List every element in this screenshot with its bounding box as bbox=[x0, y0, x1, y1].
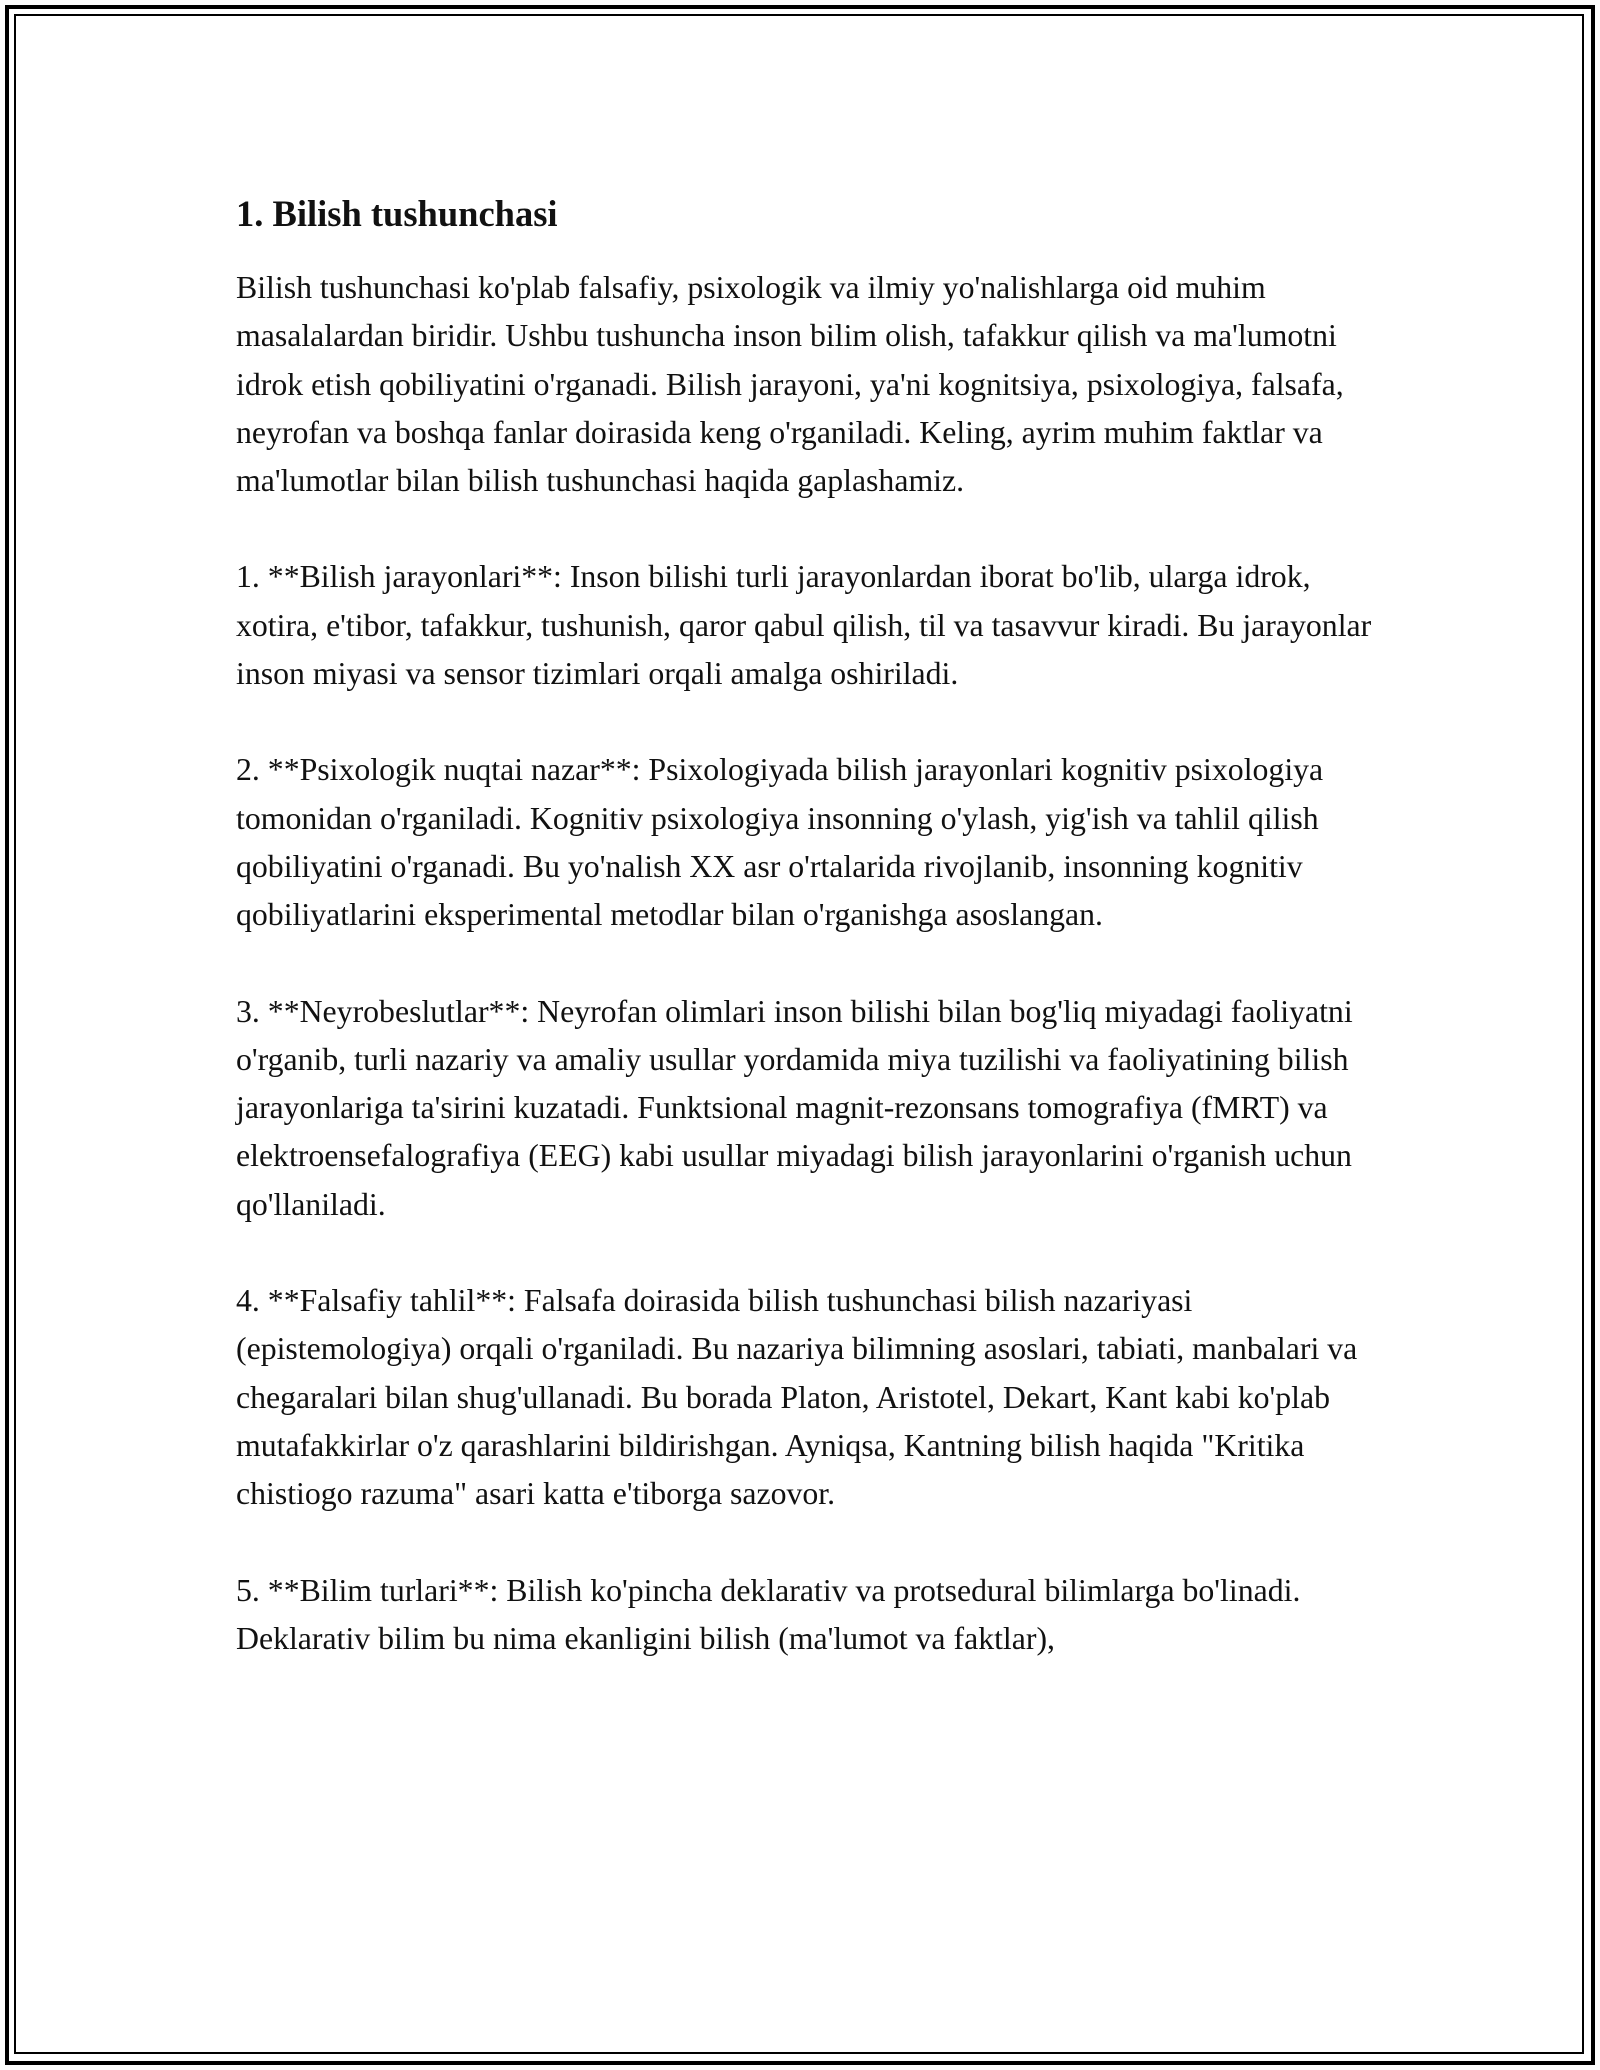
list-item-bilish-jarayonlari: 1. **Bilish jarayonlari**: Inson bilishi turli jarayonlardan iborat bo'lib, ularga idrok, xotira, e'tibor, tafakkur, tushunish, qaror qabul qilish, til va tasavvur kiradi. Bu jarayonlar inson miyasi va sensor tizimlari orqali amalga oshiriladi. bbox=[236, 559, 1372, 692]
intro-paragraph: Bilish tushunchasi ko'plab falsafiy, psixologik va ilmiy yo'nalishlarga oid muhim masalalardan biridir. Ushbu tushuncha inson bilim olish, tafakkur qilish va ma'lumotni idrok etish qobiliyatini o'rganadi. Bilish jarayoni, ya'ni kognitsiya, psixologiya, falsafa, neyrofan va boshqa fanlar doirasida keng o'rganiladi. Keling, ayrim muhim faktlar va ma'lumotlar bilan bilish tushunchasi haqida gaplashamiz. bbox=[236, 270, 1344, 499]
list-item-falsafiy-tahlil: 4. **Falsafiy tahlil**: Falsafa doirasida bilish tushunchasi bilish nazariyasi (epistemologiya) orqali o'rganiladi. Bu nazariya bilimning asoslari, tabiati, manbalari va chegaralari bilan shug'ullanadi. Bu borada Platon, Aristotel, Dekart, Kant kabi ko'plab mutafakkirlar o'z qarashlarini bildirishgan. Ayniqsa, Kantning bilish haqida "Kritika chistiogo razuma" asari katta e'tiborga sazovor. bbox=[236, 1283, 1358, 1512]
list-item-neyrobeslutlar: 3. **Neyrobeslutlar**: Neyrofan olimlari inson bilishi bilan bog'liq miyadagi faoliyatni o'rganib, turli nazariy va amaliy usullar yordamida miya tuzilishi va faoliyatining bilish jarayonlariga ta'sirini kuzatadi. Funktsional magnit-rezonsans tomografiya (fMRT) va elektroensefalografiya (EEG) kabi usullar miyadagi bilish jarayonlarini o'rganish uchun qo'llaniladi. bbox=[236, 993, 1353, 1222]
list-item-psixologik-nuqtai-nazar: 2. **Psixologik nuqtai nazar**: Psixologiyada bilish jarayonlari kognitiv psixologiya tomonidan o'rganiladi. Kognitiv psixologiya insonning o'ylash, yig'ish va tahlil qilish qobiliyatini o'rganadi. Bu yo'nalish XX asr o'rtalarida rivojlanib, insonning kognitiv qobiliyatlarini eksperimental metodlar bilan o'rganishga asoslangan. bbox=[236, 752, 1324, 933]
section-heading: 1. Bilish tushunchasi bbox=[236, 193, 558, 234]
document-body bbox=[236, 190, 1376, 1711]
list-item-bilim-turlari: 5. **Bilim turlari**: Bilish ko'pincha deklarativ va protsedural bilimlarga bo'linadi. Deklarativ bilim bu nima ekanligini bilish (ma'lumot va faktlar), bbox=[236, 1572, 1301, 1656]
